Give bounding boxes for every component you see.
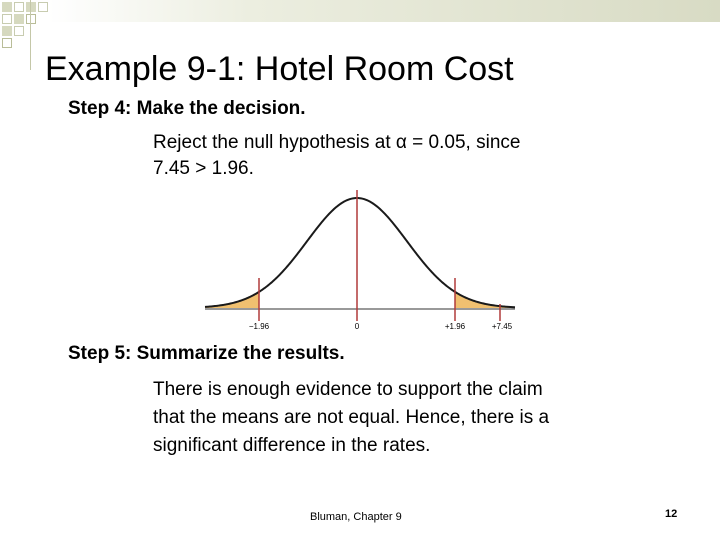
decor-square [38, 2, 48, 12]
decor-square [14, 26, 24, 36]
header-decoration [0, 0, 720, 22]
right-critical-region [455, 292, 515, 308]
step4-line1: Reject the null hypothesis at α = 0.05, since [153, 132, 521, 153]
step5-line2: that the means are not equal. Hence, there is a [153, 407, 550, 428]
tick-label-pos-1-96: +1.96 [444, 322, 466, 331]
header-gradient-bar [48, 0, 720, 22]
decor-square [2, 14, 12, 24]
normal-curve [205, 198, 515, 307]
slide-title: Example 9-1: Hotel Room Cost [45, 50, 514, 88]
decor-square [14, 2, 24, 12]
decor-square [2, 38, 12, 48]
decor-square [2, 2, 12, 12]
footer-source: Bluman, Chapter 9 [310, 511, 402, 523]
step5-line1: There is enough evidence to support the claim [153, 379, 543, 400]
step4-heading: Step 4: Make the decision. [68, 98, 306, 119]
tick-label-test-value: +7.45 [491, 322, 513, 331]
normal-curve-figure [200, 186, 530, 336]
decor-square [14, 14, 24, 24]
step5-heading: Step 5: Summarize the results. [68, 343, 345, 364]
left-rule [30, 0, 31, 70]
decor-square [26, 2, 36, 12]
decor-square [2, 26, 12, 36]
page-number: 12 [665, 508, 678, 520]
step4-line2: 7.45 > 1.96. [153, 158, 254, 179]
tick-label-zero: 0 [354, 322, 360, 331]
tick-label-neg-1-96: −1.96 [248, 322, 270, 331]
decor-square [26, 14, 36, 24]
step5-line3: significant difference in the rates. [153, 435, 431, 456]
